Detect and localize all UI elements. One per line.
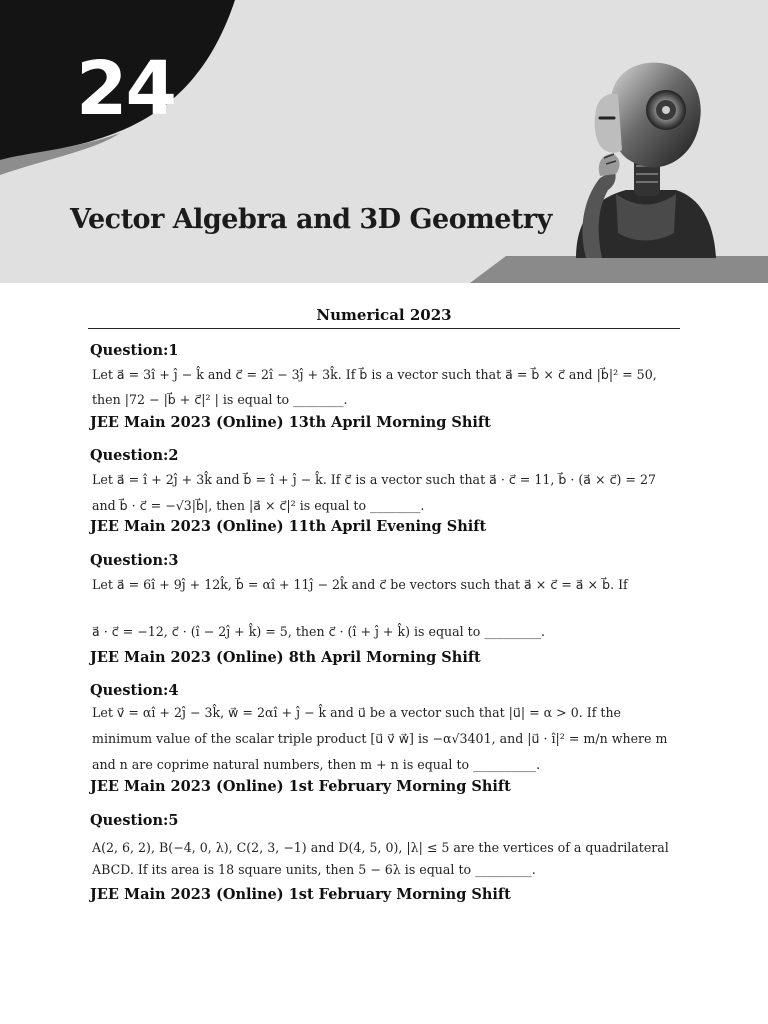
question-text-line: A(2, 6, 2), B(−4, 0, λ), C(2, 3, −1) and D(4, 5, 0), |λ| ≤ 5 are the vertices of a quadrilateral (92, 840, 669, 855)
question-source: JEE Main 2023 (Online) 1st February Morning Shift (90, 886, 511, 903)
question-text-line: and b⃗ · c⃗ = −√3|b⃗|, then |a⃗ × c⃗|² is equal to ________. (92, 498, 425, 513)
section-heading: Numerical 2023 (316, 306, 452, 324)
question-source: JEE Main 2023 (Online) 11th April Evening Shift (90, 518, 487, 535)
chapter-title: Vector Algebra and 3D Geometry (70, 204, 552, 235)
question-label: Question:4 (90, 682, 179, 699)
question-source: JEE Main 2023 (Online) 13th April Morning Shift (90, 414, 491, 431)
chapter-number: 24 (76, 46, 175, 132)
question-label: Question:2 (90, 447, 179, 464)
question-text-line: Let a⃗ = 6î + 9ĵ + 12k̂, b⃗ = αî + 11ĵ − 2k̂ and c⃗ be vectors such that a⃗ × c⃗ = a⃗ × b⃗. If (92, 577, 628, 592)
section-divider (88, 328, 680, 329)
question-text-line: ABCD. If its area is 18 square units, then 5 − 6λ is equal to _________. (92, 862, 536, 877)
robot-thinker-icon (556, 58, 716, 258)
question-label: Question:3 (90, 552, 179, 569)
question-text-line: Let a⃗ = î + 2ĵ + 3k̂ and b⃗ = î + ĵ − k̂. If c⃗ is a vector such that a⃗ · c⃗ = 11, b⃗ · (a⃗ × c⃗) = 27 (92, 472, 656, 487)
question-text-line: and n are coprime natural numbers, then m + n is equal to __________. (92, 757, 541, 772)
question-label: Question:5 (90, 812, 179, 829)
question-text-line: then |72 − |b⃗ + c⃗|² | is equal to ________. (92, 392, 348, 407)
question-text-line: Let a⃗ = 3î + ĵ − k̂ and c⃗ = 2î − 3ĵ + 3k̂. If b⃗ is a vector such that a⃗ = b⃗ × c⃗ and |b⃗|² = 50, (92, 367, 657, 382)
question-text-line: Let v⃗ = αî + 2ĵ − 3k̂, w⃗ = 2αî + ĵ − k̂ and u⃗ be a vector such that |u⃗| = α > 0. If the (92, 705, 622, 720)
question-text-line: a⃗ · c⃗ = −12, c⃗ · (î − 2ĵ + k̂) = 5, then c⃗ · (î + ĵ + k̂) is equal to _________. (92, 624, 545, 639)
question-label: Question:1 (90, 342, 179, 359)
question-text-line: minimum value of the scalar triple product [u⃗ v⃗ w⃗] is −α√3401, and |u⃗ · î|² = m/n where m (92, 731, 668, 746)
chapter-header (0, 0, 768, 283)
question-source: JEE Main 2023 (Online) 8th April Morning Shift (90, 649, 481, 666)
question-source: JEE Main 2023 (Online) 1st February Morning Shift (90, 778, 511, 795)
